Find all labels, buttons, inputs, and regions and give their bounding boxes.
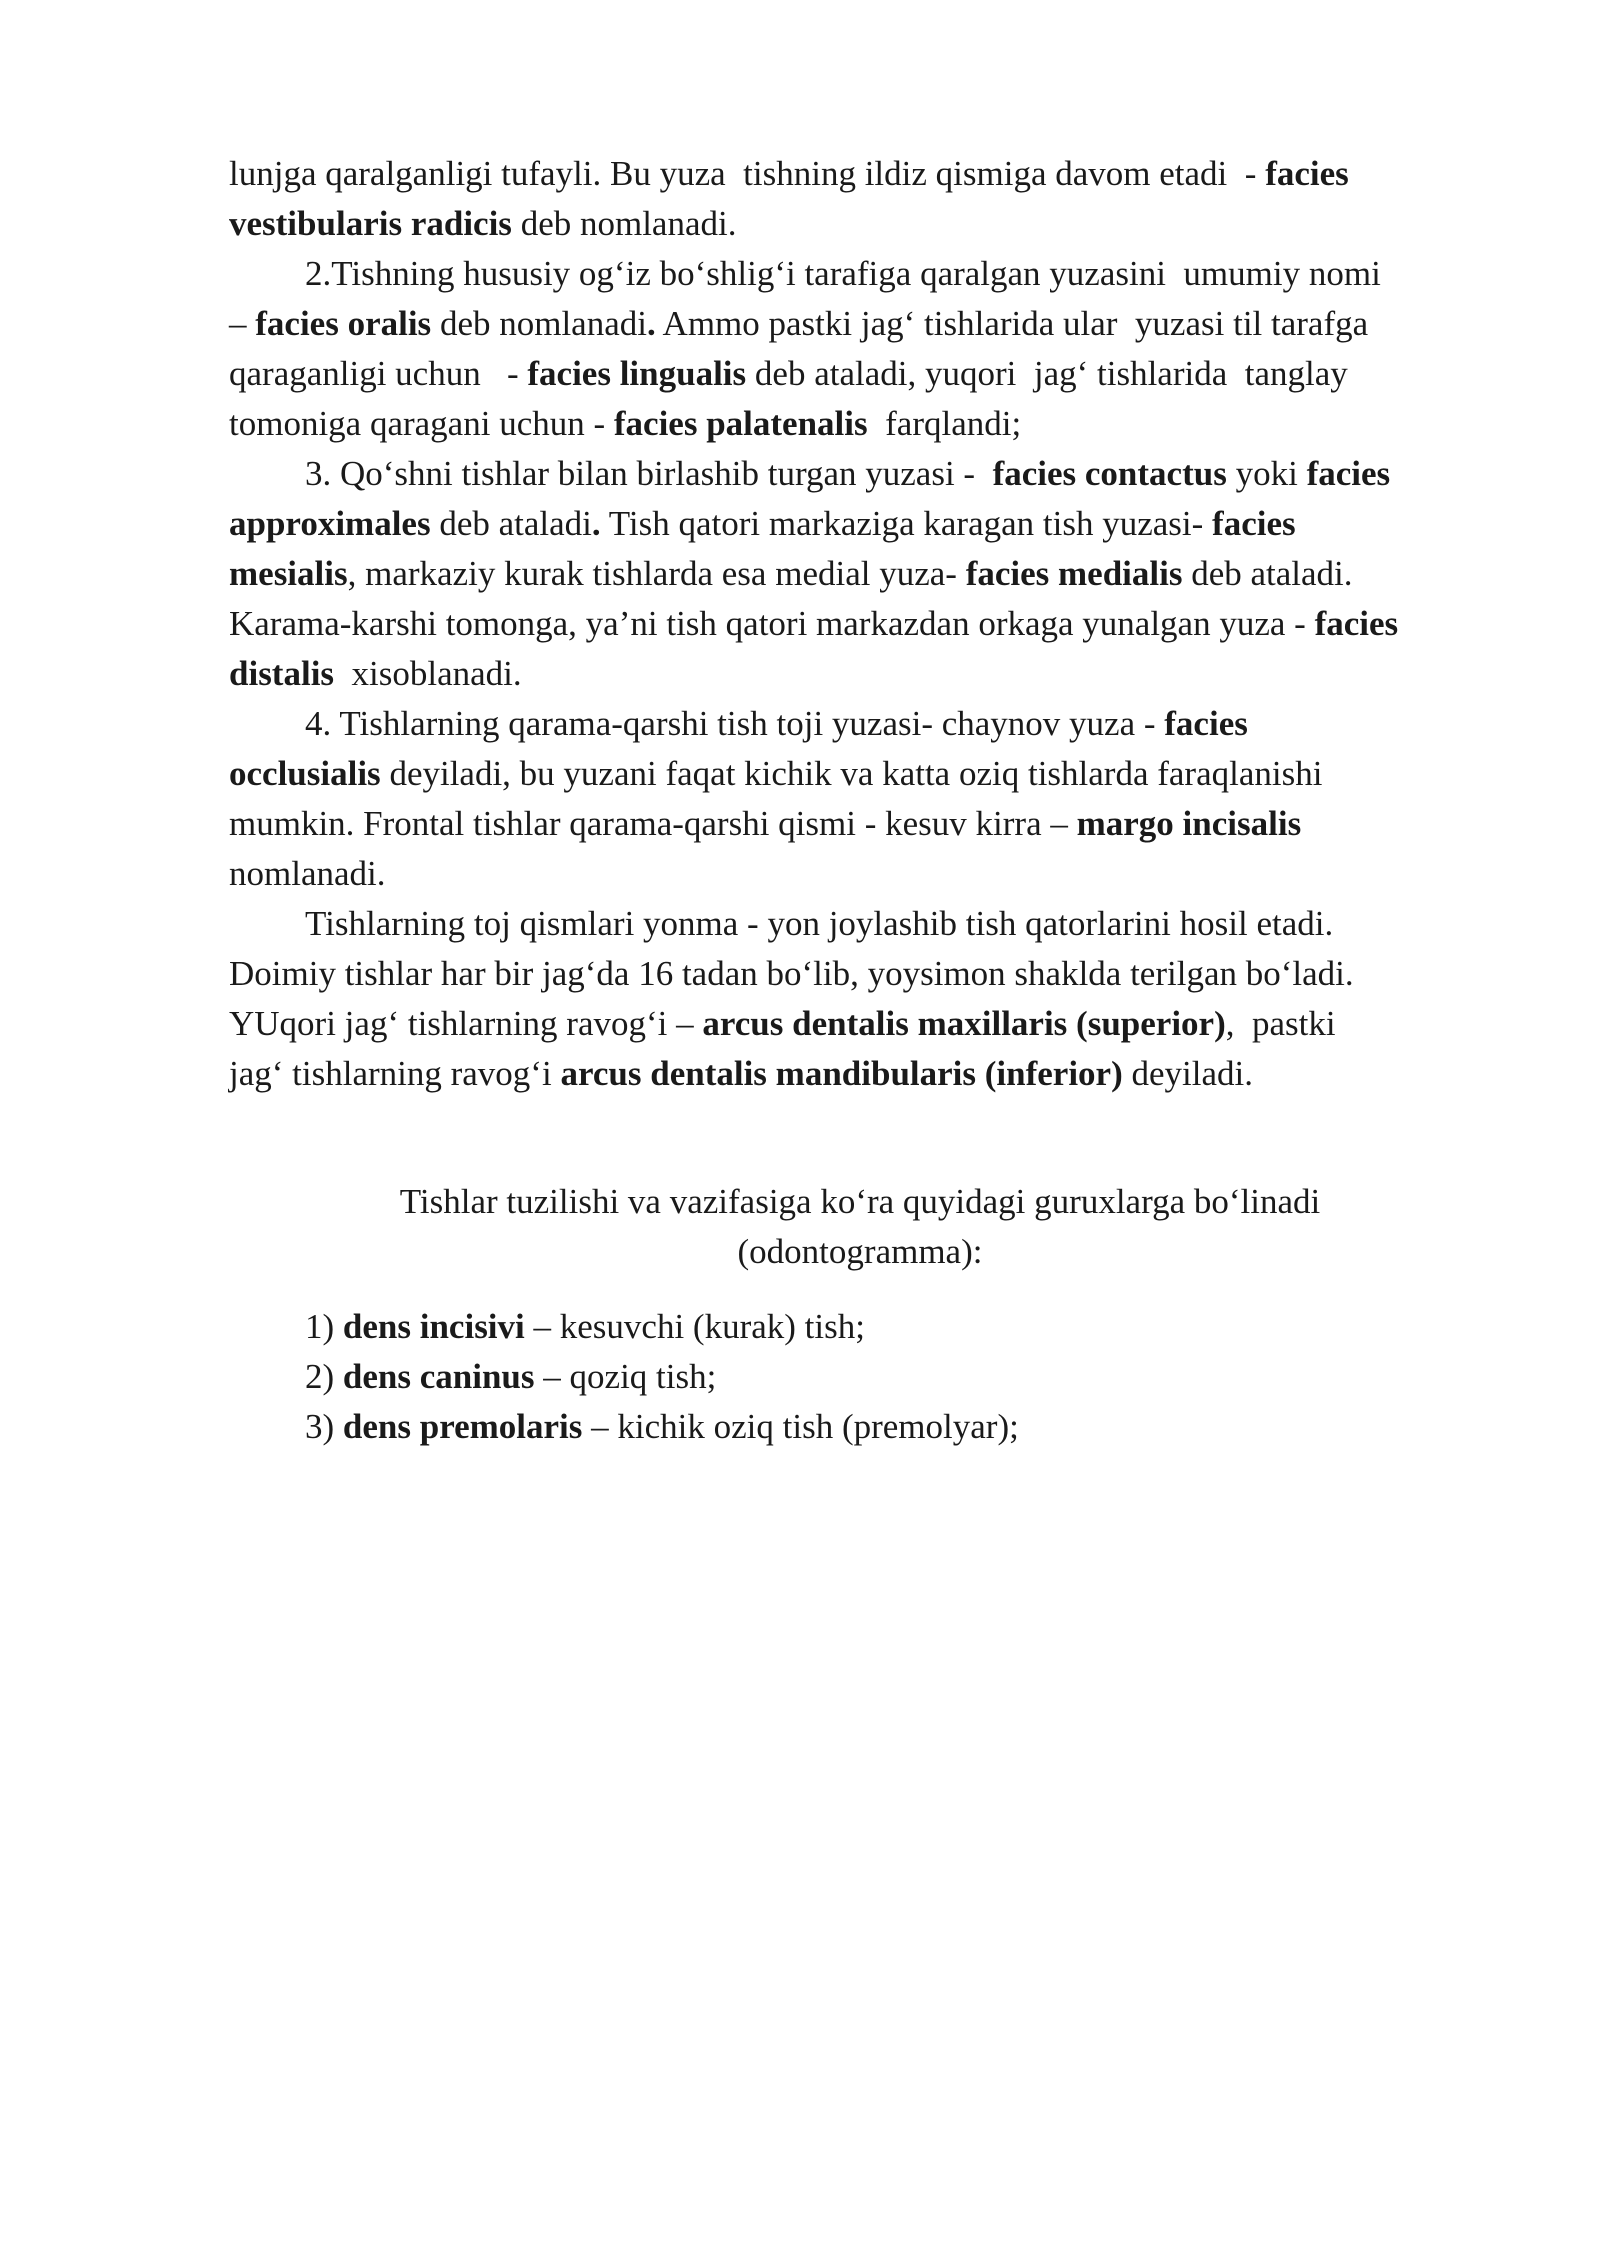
text-run: deyiladi. bbox=[1122, 1054, 1253, 1093]
term-bold: arcus dentalis mandibularis (inferior) bbox=[560, 1054, 1123, 1093]
section-heading bbox=[229, 1177, 1491, 1277]
text-run: xisoblanadi. bbox=[334, 654, 522, 693]
text-line bbox=[229, 1049, 1499, 1099]
list-description: – kichik oziq tish (premolyar); bbox=[582, 1407, 1019, 1446]
text-run: lunjga qaralganligi tufayli. Bu yuza tishning ildiz qismiga davom etadi - bbox=[229, 154, 1266, 193]
text-line bbox=[229, 299, 1499, 349]
text-run: 3. Qo‘shni tishlar bilan birlashib turgan yuzasi - bbox=[305, 454, 993, 493]
term-bold: facies contactus bbox=[992, 454, 1227, 493]
term-bold: . bbox=[591, 504, 601, 543]
text-line bbox=[229, 849, 1499, 899]
text-run: tomoniga qaragani uchun - bbox=[229, 404, 614, 443]
list-item bbox=[305, 1402, 1455, 1452]
list-description: – qoziq tish; bbox=[534, 1357, 717, 1396]
heading-line-2: (odontogramma): bbox=[737, 1232, 983, 1271]
text-run: yoki bbox=[1226, 454, 1307, 493]
paragraph-1 bbox=[229, 149, 1499, 249]
text-run: farqlandi; bbox=[867, 404, 1022, 443]
text-run: nomlanadi. bbox=[229, 854, 386, 893]
text-run: , pastki bbox=[1225, 1004, 1336, 1043]
text-line bbox=[229, 499, 1499, 549]
text-run: Tish qatori markaziga karagan tish yuzasi- bbox=[600, 504, 1213, 543]
text-run: , markaziy kurak tishlarda esa medial yuza- bbox=[347, 554, 966, 593]
term-bold: occlusialis bbox=[229, 754, 381, 793]
text-run: qaraganligi uchun - bbox=[229, 354, 528, 393]
term-bold: dens caninus bbox=[342, 1357, 535, 1396]
list-description: – kesuvchi (kurak) tish; bbox=[524, 1307, 865, 1346]
list-item bbox=[305, 1352, 1455, 1402]
list-number: 1) bbox=[305, 1307, 343, 1346]
body-text bbox=[229, 149, 1499, 1099]
term-bold: arcus dentalis maxillaris (superior) bbox=[702, 1004, 1226, 1043]
text-line bbox=[229, 699, 1499, 749]
text-run: Tishlarning toj qismlari yonma - yon joylashib tish qatorlarini hosil etadi. bbox=[305, 904, 1334, 943]
text-run: deb ataladi bbox=[430, 504, 592, 543]
text-run: mumkin. Frontal tishlar qarama-qarshi qismi - kesuv kirra – bbox=[229, 804, 1077, 843]
paragraph-4 bbox=[229, 699, 1499, 899]
term-bold: approximales bbox=[229, 504, 431, 543]
text-run: deyiladi, bu yuzani faqat kichik va katta oziq tishlarda faraqlanishi bbox=[380, 754, 1323, 793]
text-line bbox=[229, 149, 1499, 199]
text-run: deb nomlanadi. bbox=[511, 204, 737, 243]
term-bold: dens incisivi bbox=[342, 1307, 525, 1346]
paragraph-5 bbox=[229, 899, 1499, 1099]
text-line bbox=[229, 349, 1499, 399]
term-bold: facies bbox=[1164, 704, 1248, 743]
term-bold: dens premolaris bbox=[342, 1407, 583, 1446]
term-bold: facies lingualis bbox=[527, 354, 747, 393]
text-line bbox=[229, 449, 1499, 499]
term-bold: facies bbox=[1306, 454, 1391, 493]
text-line bbox=[229, 999, 1499, 1049]
heading-line-1: Tishlar tuzilishi va vazifasiga ko‘ra quyidagi guruxlarga bo‘linadi bbox=[399, 1182, 1321, 1221]
term-bold: margo incisalis bbox=[1076, 804, 1302, 843]
term-bold: facies bbox=[1212, 504, 1296, 543]
term-bold: distalis bbox=[229, 654, 335, 693]
teeth-groups-list bbox=[305, 1302, 1455, 1452]
term-bold: facies bbox=[1265, 154, 1349, 193]
text-line bbox=[229, 899, 1499, 949]
text-run: – bbox=[229, 304, 256, 343]
term-bold: facies medialis bbox=[965, 554, 1183, 593]
text-line bbox=[229, 249, 1499, 299]
text-run: Ammo pastki jag‘ tishlarida ular yuzasi til tarafga bbox=[655, 304, 1369, 343]
list-number: 3) bbox=[305, 1407, 343, 1446]
term-bold: facies bbox=[1314, 604, 1399, 643]
text-run: deb nomlanadi bbox=[431, 304, 647, 343]
text-line bbox=[229, 799, 1499, 849]
text-run: jag‘ tishlarning ravog‘i bbox=[229, 1054, 561, 1093]
text-line bbox=[229, 549, 1499, 599]
text-run: 2.Tishning hususiy og‘iz bo‘shlig‘i tarafiga qaralgan yuzasini umumiy nomi bbox=[305, 254, 1381, 293]
text-line bbox=[229, 399, 1499, 449]
text-line bbox=[229, 649, 1499, 699]
text-run: 4. Tishlarning qarama-qarshi tish toji yuzasi- chaynov yuza - bbox=[305, 704, 1165, 743]
text-run: deb ataladi. bbox=[1182, 554, 1353, 593]
term-bold: facies oralis bbox=[255, 304, 432, 343]
term-bold: vestibularis radicis bbox=[229, 204, 512, 243]
term-bold: facies palatenalis bbox=[613, 404, 868, 443]
text-run: deb ataladi, yuqori jag‘ tishlarida tanglay bbox=[746, 354, 1348, 393]
text-line bbox=[229, 199, 1499, 249]
text-run: YUqori jag‘ tishlarning ravog‘i – bbox=[229, 1004, 703, 1043]
text-run: Doimiy tishlar har bir jag‘da 16 tadan bo‘lib, yoysimon shakldа terilgan bo‘ladi. bbox=[229, 954, 1354, 993]
paragraph-2 bbox=[229, 249, 1499, 449]
list-item bbox=[305, 1302, 1455, 1352]
text-line bbox=[229, 599, 1499, 649]
term-bold: mesialis bbox=[229, 554, 348, 593]
text-line bbox=[229, 749, 1499, 799]
term-bold: . bbox=[646, 304, 656, 343]
list-number: 2) bbox=[305, 1357, 343, 1396]
text-line bbox=[229, 949, 1499, 999]
text-run: Karama-karshi tomonga, ya’ni tish qatori markazdan orkaga yunalgan yuza - bbox=[229, 604, 1315, 643]
paragraph-3 bbox=[229, 449, 1499, 699]
